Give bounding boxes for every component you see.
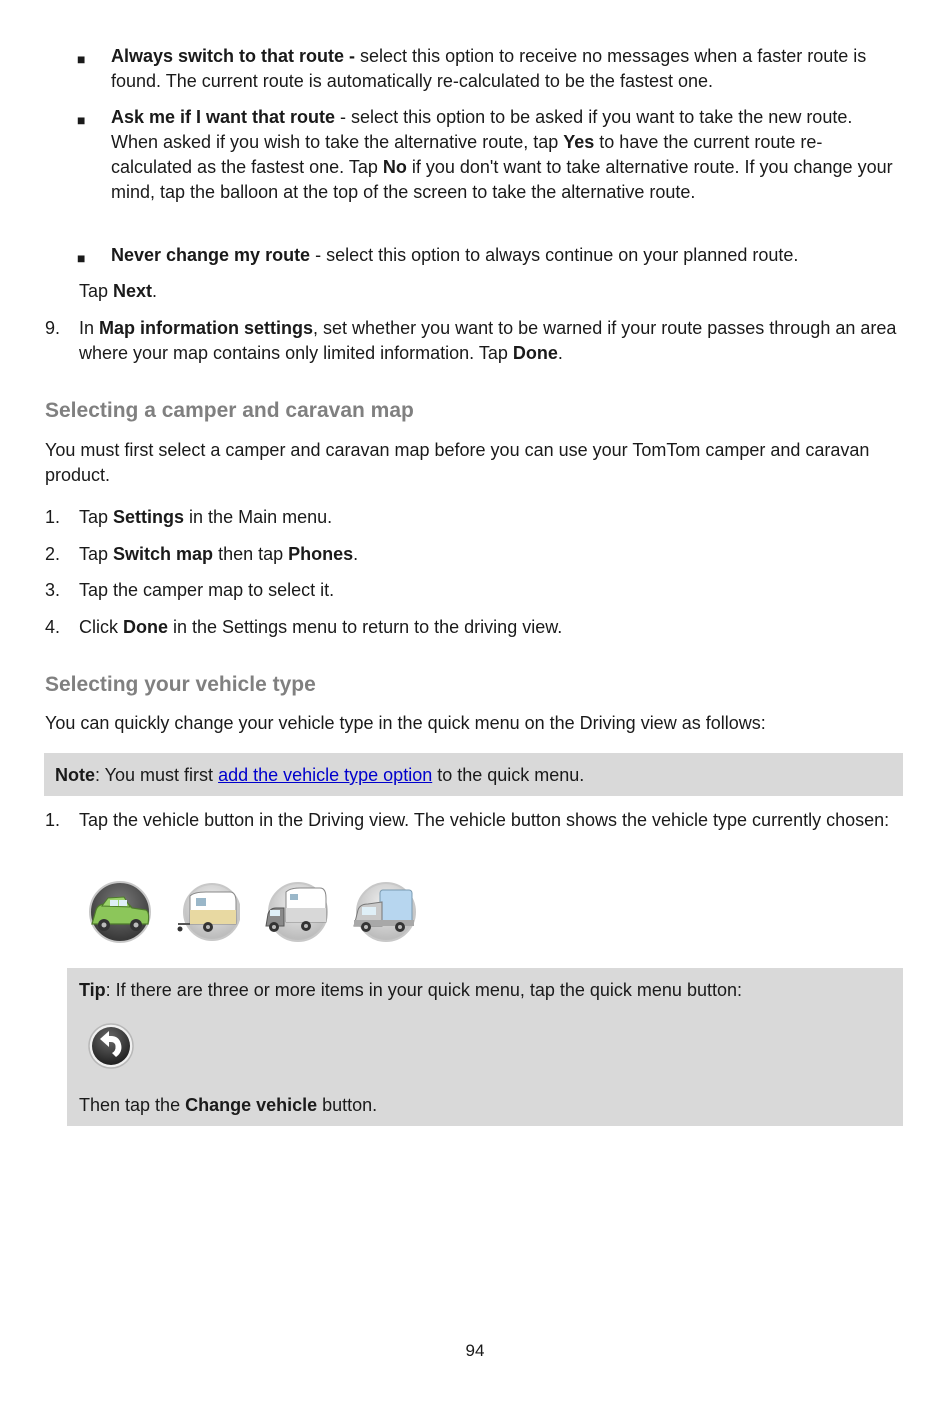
text: Click <box>79 617 123 637</box>
text: Tap <box>79 544 114 564</box>
text: . <box>353 544 359 564</box>
text: . <box>557 343 563 363</box>
step-1-vehicle: Tap the vehicle button in the Driving view. The vehicle button shows the vehicle type currently chosen: <box>79 810 890 830</box>
vehicle-type-option-link[interactable]: add the vehicle type option <box>218 765 433 785</box>
step-3: Tap the camper map to select it. <box>79 580 335 600</box>
car-icon <box>88 880 152 944</box>
bullet-marker: ■ <box>77 112 86 128</box>
note-label: Note <box>55 765 95 785</box>
step-number: 9. <box>45 318 61 338</box>
page-number: 94 <box>465 1341 485 1360</box>
quick-menu-button-icon <box>87 1022 135 1070</box>
tip-box <box>67 968 903 1126</box>
step-9 <box>79 316 904 366</box>
bullet-text: - select this option to be asked if you want to take the new route. When asked if you wish to take the alternative route, tap <box>111 107 853 152</box>
bullet-text: - select this option to always continue on your planned route. <box>310 245 799 265</box>
bullet-text: to have the current route re-calculated as the fastest one. Tap <box>111 132 823 177</box>
text: Then tap the <box>79 1095 186 1115</box>
step-1 <box>79 505 904 530</box>
section-heading: Selecting a camper and caravan map <box>45 399 414 422</box>
text: in the Main menu. <box>184 507 333 527</box>
tap-next-line <box>79 279 157 304</box>
bullet-marker: ■ <box>77 51 86 67</box>
text: Tap <box>79 281 114 301</box>
bullet-never-change <box>111 243 901 268</box>
step-2 <box>79 542 904 567</box>
note-box <box>44 753 903 796</box>
step-4 <box>79 615 904 640</box>
step-number: 3. <box>45 580 61 600</box>
bold-text: Map information settings <box>99 318 314 338</box>
bullet-ask-me <box>111 105 901 205</box>
caravan-icon <box>176 880 240 944</box>
bullet-always-switch <box>111 44 901 94</box>
step-number: 2. <box>45 544 61 564</box>
section-intro: You can quickly change your vehicle type in the quick menu on the Driving view as follows: <box>45 713 766 733</box>
camper-van-icon <box>352 880 416 944</box>
tip-label: Tip <box>79 980 106 1000</box>
text: In <box>79 318 100 338</box>
bold-text: Switch map <box>113 544 214 564</box>
tip-then-text <box>79 1093 899 1118</box>
text: : You must first <box>95 765 219 785</box>
bullet-text: if you don't want to take alternative route. If you change your mind, tap the balloon at the top of the screen to take the alternative route. <box>111 157 893 202</box>
bold-text: Change vehicle <box>185 1095 318 1115</box>
text: , set whether you want to be warned if your route passes through an area where your map contains only limited information. Tap <box>79 318 897 363</box>
text: to the quick menu. <box>432 765 585 785</box>
text: Tap <box>79 507 114 527</box>
bold-next: Next <box>113 281 153 301</box>
car-with-caravan-icon <box>264 880 328 944</box>
bold-text: Phones <box>288 544 354 564</box>
section-intro: You must first select a camper and caravan map before you can use your TomTom camper and caravan product. <box>45 440 870 485</box>
text: in the Settings menu to return to the driving view. <box>168 617 563 637</box>
section-heading: Selecting your vehicle type <box>45 673 316 696</box>
bullet-title: Always switch to that route - <box>111 46 356 66</box>
text: . <box>152 281 158 301</box>
bullet-marker: ■ <box>77 250 86 266</box>
bold-text: Settings <box>113 507 185 527</box>
bold-yes: Yes <box>563 132 595 152</box>
tip-text <box>79 978 899 1003</box>
step-number: 1. <box>45 507 61 527</box>
text: button. <box>317 1095 378 1115</box>
bold-text: Done <box>512 343 558 363</box>
step-number: 4. <box>45 617 61 637</box>
step-number: 1. <box>45 810 61 830</box>
bullet-text: select this option to receive no messages when a faster route is found. The current route is automatically re-calculated to be the fastest one. <box>111 46 867 91</box>
text: then tap <box>213 544 289 564</box>
bold-text: Done <box>123 617 168 637</box>
bold-no: No <box>382 157 407 177</box>
bullet-title: Never change my route <box>111 245 311 265</box>
text: : If there are three or more items in your quick menu, tap the quick menu button: <box>105 980 742 1000</box>
bullet-title: Ask me if I want that route <box>111 107 336 127</box>
